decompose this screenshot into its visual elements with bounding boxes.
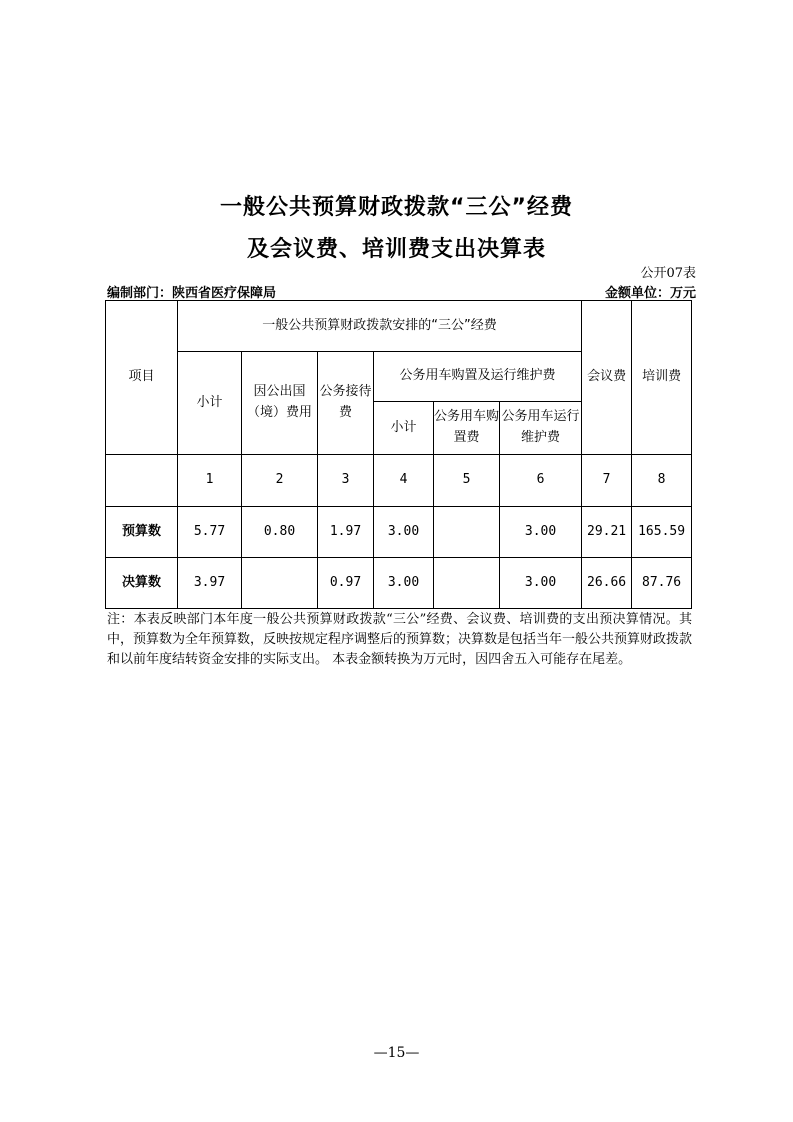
empty-cell [106,455,178,507]
page-number: —15— [373,1045,420,1061]
col-number: 1 [178,455,242,507]
form-number: 公开07表 [640,266,696,281]
col-number: 3 [318,455,374,507]
cell: 3.00 [500,558,582,609]
cell: 3.00 [374,507,434,558]
col-number: 5 [434,455,500,507]
training-header: 培训费 [632,301,692,455]
row-label: 决算数 [106,558,178,609]
cell: 5.77 [178,507,242,558]
reception-header: 公务接待费 [318,352,374,455]
title-line-2: 及会议费、培训费支出决算表 [246,237,546,262]
cell [434,507,500,558]
vehicle-operation-header: 公务用车运行维护费 [500,402,582,455]
compiling-department: 编制部门：陕西省医疗保障局 [107,286,277,301]
vehicle-subtotal-header: 小计 [374,402,434,455]
vehicle-group-header: 公务用车购置及运行维护费 [374,352,582,402]
cell: 87.76 [632,558,692,609]
vehicle-purchase-header: 公务用车购置费 [434,402,500,455]
three-public-header: 一般公共预算财政拨款安排的“三公”经费 [178,301,582,352]
abroad-header: 因公出国（境）费用 [242,352,318,455]
col-number: 4 [374,455,434,507]
col-number: 7 [582,455,632,507]
col-number: 6 [500,455,582,507]
amount-unit: 金额单位：万元 [604,286,696,301]
cell: 3.97 [178,558,242,609]
cell: 3.00 [374,558,434,609]
item-header: 项目 [106,301,178,455]
table-row [106,507,692,558]
cell: 165.59 [632,507,692,558]
cell: 3.00 [500,507,582,558]
subtotal-header: 小计 [178,352,242,455]
table-note: 注：本表反映部门本年度一般公共预算财政拨款“三公”经费、会议费、培训费的支出预决算情况。其中，预算数为全年预算数，反映按规定程序调整后的预算数；决算数是包括当年一般公共预算财政拨款和以前年度结转资金安排的实际支出。 本表金额转换为万元时，因四舍五入可能存在尾差。 [107,612,693,667]
title-line-1: 一般公共预算财政拨款“三公”经费 [220,195,573,220]
cell [242,558,318,609]
col-number: 8 [632,455,692,507]
row-label: 预算数 [106,507,178,558]
cell: 0.97 [318,558,374,609]
col-number: 2 [242,455,318,507]
cell: 0.80 [242,507,318,558]
cell: 26.66 [582,558,632,609]
expenditure-table [105,300,692,609]
cell: 1.97 [318,507,374,558]
cell: 29.21 [582,507,632,558]
meeting-header: 会议费 [582,301,632,455]
table-row [106,558,692,609]
cell [434,558,500,609]
